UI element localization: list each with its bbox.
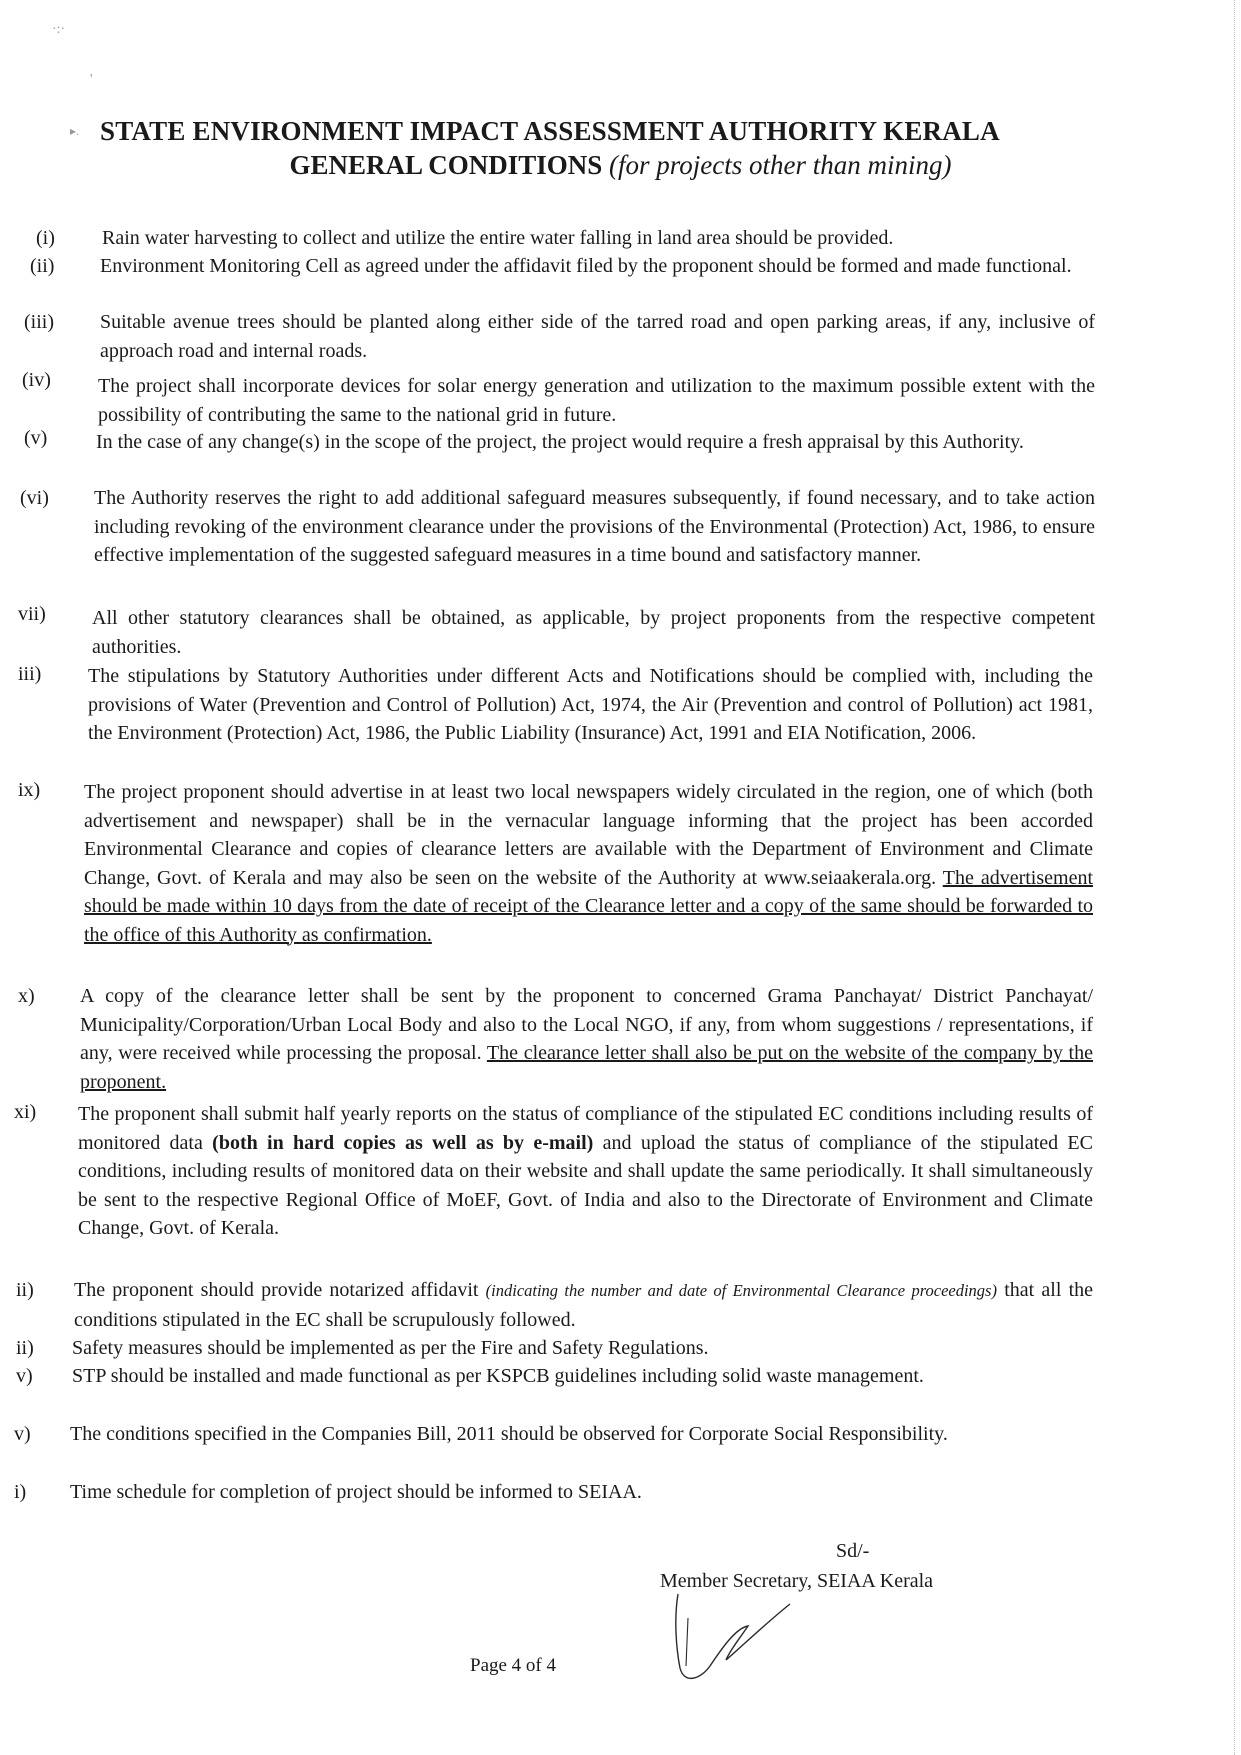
document-subtitle bbox=[0, 150, 1241, 181]
item-number: x) bbox=[18, 985, 35, 1007]
item-text bbox=[78, 1100, 1093, 1243]
item-number: (i) bbox=[36, 227, 55, 249]
item-number: (ii) bbox=[30, 255, 55, 277]
item-text-a: The proponent shall submit half yearly reports on the status of compliance of the stipulated EC conditions including results of monitored data bbox=[78, 1103, 1093, 1154]
item-number: v) bbox=[16, 1365, 33, 1387]
handwritten-signature bbox=[670, 1588, 800, 1698]
item-number: ii) bbox=[16, 1337, 34, 1359]
item-text: In the case of any change(s) in the scope of the project, the project would require a fresh appraisal by this Authority. bbox=[96, 431, 1024, 453]
item-number: vii) bbox=[18, 603, 46, 625]
item-number: (v) bbox=[24, 427, 48, 449]
item-text: Safety measures should be implemented as per the Fire and Safety Regulations. bbox=[72, 1337, 709, 1359]
scan-speck: ·:· bbox=[52, 22, 66, 37]
item-number: iii) bbox=[18, 663, 42, 685]
item-text bbox=[80, 982, 1093, 1096]
item-text-italic: (indicating the number and date of Environmental Clearance proceedings) bbox=[485, 1281, 997, 1300]
item-text-underlined: The clearance letter shall also be put on the website of the company by the proponent. bbox=[80, 1042, 1093, 1093]
signed-mark: Sd/- bbox=[836, 1540, 870, 1562]
item-text-b: that all the conditions stipulated in the EC shall be scrupulously followed. bbox=[74, 1279, 1094, 1331]
item-number: i) bbox=[14, 1481, 27, 1503]
item-number: (iv) bbox=[22, 369, 51, 391]
item-text: The stipulations by Statutory Authorities under different Acts and Notifications should be complied with, including the provisions of Water (Prevention and Control of Pollution) Act, 1974, the Air (Prevention and control of Pollution) act 1981, the Environment (Protection) Act, 1986, the Public Liability (Insurance) Act, 1991 and EIA Notification, 2006. bbox=[88, 665, 1093, 744]
item-number: (iii) bbox=[24, 311, 54, 333]
item-text bbox=[84, 778, 1093, 949]
subtitle-bold: GENERAL CONDITIONS bbox=[289, 150, 603, 180]
item-text: Rain water harvesting to collect and utilize the entire water falling in land area should be provided. bbox=[102, 227, 894, 249]
item-text-bold: (both in hard copies as well as by e-mail) bbox=[212, 1131, 594, 1154]
item-number: (vi) bbox=[20, 487, 49, 509]
item-text: The project shall incorporate devices for solar energy generation and utilization to the maximum possible extent with the possibility of contributing the same to the national grid in future. bbox=[98, 375, 1095, 426]
item-text: STP should be installed and made functional as per KSPCB guidelines including solid waste management. bbox=[72, 1365, 924, 1387]
item-text: All other statutory clearances shall be obtained, as applicable, by project proponents from the respective competent authorities. bbox=[92, 607, 1095, 658]
item-text bbox=[74, 1276, 1093, 1334]
item-text: The Authority reserves the right to add additional safeguard measures subsequently, if found necessary, and to take action including revoking of the environment clearance under the provisions of the Environmental (Protection) Act, 1986, to ensure effective implementation of the suggested safeguard measures in a time bound and satisfactory manner. bbox=[94, 487, 1095, 566]
scan-edge bbox=[1233, 0, 1235, 1755]
item-number: v) bbox=[14, 1423, 31, 1445]
item-text-plain: The project proponent should advertise in at least two local newspapers widely circulated in the region, one of which (both advertisement and newspaper) shall be in the vernacular language informing that the project has been accorded Environmental Clearance and copies of clearance letters are available with the Department of Environment and Climate Change, Govt. of Kerala and may also be seen on the website of the Authority at www.seiaakerala.org. bbox=[84, 781, 1093, 889]
item-number: xi) bbox=[14, 1101, 37, 1123]
item-text-plain: A copy of the clearance letter shall be sent by the proponent to concerned Grama Panchayat/ District Panchayat/ Municipality/Corporation/Urban Local Body and also to the Local NGO, if any, from whom suggestions / representations, if any, were received while processing the proposal. bbox=[80, 985, 1093, 1064]
item-text: Suitable avenue trees should be planted along either side of the tarred road and open parking areas, if any, inclusive of approach road and internal roads. bbox=[100, 311, 1095, 362]
item-number: ii) bbox=[16, 1279, 34, 1301]
scan-speck: ' bbox=[90, 72, 93, 87]
document-title: STATE ENVIRONMENT IMPACT ASSESSMENT AUTHORITY KERALA bbox=[100, 116, 1000, 146]
item-text-underlined: The advertisement should be made within 10 days from the date of receipt of the Clearance letter and a copy of the same should be forwarded to the office of this Authority as confirmation. bbox=[84, 866, 1094, 946]
item-text: Time schedule for completion of project should be informed to SEIAA. bbox=[70, 1481, 642, 1503]
scan-speck: ▸. bbox=[70, 124, 80, 138]
page-number: Page 4 of 4 bbox=[470, 1655, 557, 1676]
signatory-designation: Member Secretary, SEIAA Kerala bbox=[660, 1570, 934, 1592]
item-text-b: and upload the status of compliance of the stipulated EC conditions, including results of monitored data on their website and shall update the same periodically. It shall simultaneously be sent to the respective Regional Office of MoEF, Govt. of India and also to the Directorate of Environment and Climate Change, Govt. of Kerala. bbox=[78, 1131, 1093, 1239]
item-text: The conditions specified in the Companies Bill, 2011 should be observed for Corporate Social Responsibility. bbox=[70, 1423, 948, 1445]
subtitle-italic: (for projects other than mining) bbox=[609, 150, 952, 180]
item-text-a: The proponent should provide notarized affidavit bbox=[74, 1279, 479, 1301]
item-text: Environment Monitoring Cell as agreed under the affidavit filed by the proponent should be formed and made functional. bbox=[100, 255, 1072, 277]
item-number: ix) bbox=[18, 779, 41, 801]
